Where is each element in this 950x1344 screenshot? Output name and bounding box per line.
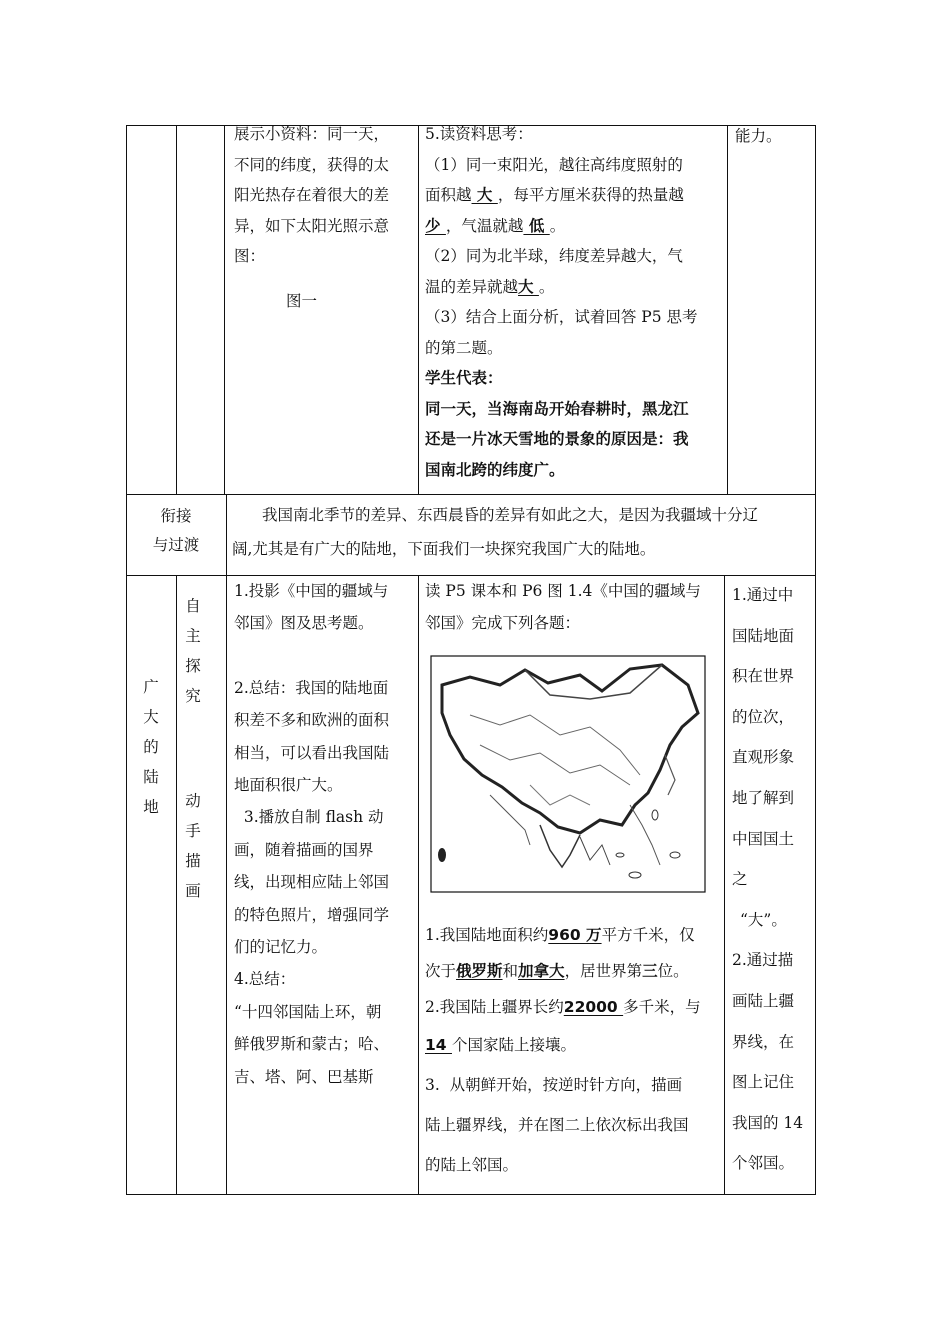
s2-intent-line: 图上记住 [732,1073,795,1092]
figure-1-label: 图一 [286,291,318,310]
transition-text-line: 阔,尤其是有广大的陆地，下面我们一块探究我国广大的陆地。 [232,540,656,558]
s2-intent-line: 的位次， [732,707,795,726]
s2-col3-line: 1.投影《中国的疆域与 [234,582,389,600]
table-bottom-border [126,1194,816,1195]
col-divider-4 [727,125,728,495]
s2-col3-line: 地面积很广大。 [234,776,343,795]
vchar: 陆 [143,768,159,786]
s1-q1-line-a: （1）同一束阳光，越往高纬度照射的 [425,155,683,174]
col-divider-3 [418,125,419,495]
vchar: 探 [185,657,201,675]
s2-intent-line: 1.通过中 [732,586,794,604]
student-rep-line: 国南北跨的纬度广。 [425,460,565,479]
col-divider-2a [224,125,225,495]
s2-col3-line: 4.总结： [234,970,296,989]
s1-col3-line: 异，如下太阳光照示意 [234,216,390,235]
s2-col3-line: 2.总结：我国的陆地面 [234,678,389,697]
s1-intent [735,121,813,152]
vchar: 画 [185,882,201,900]
china-map-image [430,655,706,893]
col-divider-2b [226,494,227,1195]
s2-col3-line: 邻国》图及思考题。 [234,614,374,633]
col-divider-3b [418,575,419,1195]
s2-intent-line: 2.通过描 [732,951,794,970]
student-rep-label: 学生代表： [425,369,503,387]
transition-text [232,495,812,569]
col-divider-1 [176,125,177,495]
answer-canada: 加拿大 [518,962,565,980]
s2-intent [732,575,810,1184]
s2-col3-line: 相当，可以看出我国陆 [234,743,390,762]
s1-q3-line-a: （3）结合上面分析，试着回答 P5 思考 [425,308,698,326]
task-line: 3. 从朝鲜开始，按逆时针方向，描画 [425,1076,683,1094]
s2-intent-line: 地了解到 [732,788,795,807]
answer-larger: 大 [518,277,539,296]
answer-line-rank: 次于俄罗斯和加拿大，居世界第三位。 [425,962,689,980]
transition-label-line: 衔接 [160,507,192,525]
s1-col3-line: 阳光热存在着很大的差 [234,186,390,204]
task-line: 的陆上邻国。 [425,1156,519,1174]
s2-col3-line: “十四邻国陆上环，朝 [234,1002,382,1021]
answer-border-length: 22000 [563,998,624,1016]
s2-col3-line: 们的记忆力。 [234,938,328,957]
col-divider-1b [176,575,177,1195]
vchar: 手 [185,822,201,840]
s2-intent-line: 国陆地面 [732,626,795,645]
s2-answers [425,915,723,1185]
s2-intent-line: 我国的 14 [732,1113,804,1132]
s2-col3-line: 鲜俄罗斯和蒙古；哈、 [234,1035,390,1054]
answer-line-area: 1.我国陆地面积约960 万平方千米，仅 [425,926,695,944]
s2-col3-line: 画，随着描画的国界 [234,840,374,859]
table-right-border [815,125,816,1195]
s1-intent-text: 能力。 [735,127,782,145]
answer-line-neighbors: 14 个国家陆上接壤。 [425,1036,576,1054]
answer-less: 少 [425,216,446,235]
transition-text-line: 我国南北季节的差异、东西晨昏的差异有如此之大，是因为我疆域十分辽 [262,506,759,524]
transition-label [127,502,225,560]
student-rep-line: 同一天，当海南岛开始春耕时，黑龙江 [425,399,689,418]
vchar: 动 [185,792,201,810]
vchar: 究 [185,687,201,705]
answer-area: 960 万 [548,926,602,944]
s2-col3-line: 的特色照片，增强同学 [234,905,390,924]
col-divider-4b [724,575,725,1195]
s1-q1-line-c: 少 ，气温就越 低 。 [425,216,566,235]
s2-intent-line: 直观形象 [732,748,795,767]
s1-col3-line: 不同的纬度，获得的太 [234,155,390,174]
vchar: 主 [185,627,201,645]
s2-intent-line: 之 [732,870,748,889]
s2-intent-line: “大”。 [740,910,787,929]
table-left-border [126,125,127,1195]
s2-intent-line: 中国国土 [732,829,795,848]
transition-label-line: 与过渡 [152,536,200,554]
vchar: 大 [143,708,159,726]
s2-col3-line: 积差不多和欧洲的面积 [234,711,390,730]
s2-teacher-activity [234,575,414,1093]
s2-col3-line [234,640,414,672]
s1-teacher-activity [234,119,416,316]
vchar: 自 [185,597,201,615]
section-title-vertical [141,672,161,822]
s2-student-activity [425,575,723,639]
s1-student-activity [425,119,723,485]
s2-intent-line: 画陆上疆 [732,991,795,1010]
vchar: 描 [185,852,201,870]
s2-col3-line: 3.播放自制 flash 动 [234,808,384,827]
task-line: 陆上疆界线，并在图二上依次标出我国 [425,1116,689,1134]
s1-col3-line: 展示小资料：同一天， [234,125,390,143]
answer-large: 大 [471,186,498,204]
answer-line-border: 2.我国陆上疆界长约22000 多千米，与 [425,998,701,1016]
s2-intent-line: 界线，在 [732,1032,795,1051]
s2-col3-line: 线，出现相应陆上邻国 [234,873,390,892]
student-rep-line: 还是一片冰天雪地的景象的原因是：我 [425,430,689,448]
s1-title: 5.读资料思考： [425,125,533,143]
s2-col3-line: 吉、塔、阿、巴基斯 [234,1067,374,1086]
answer-low: 低 [523,216,550,235]
s2-intent-line: 积在世界 [732,667,795,686]
s2-intro-line: 读 P5 课本和 P6 图 1.4《中国的疆域与 [425,582,701,600]
s1-q3-line-b: 的第二题。 [425,338,503,357]
s2-intro-line: 邻国》完成下列各题： [425,614,581,632]
answer-neighbor-count: 14 [425,1036,452,1054]
s1-col3-line: 图： [234,247,266,265]
s2-intent-line: 个邻国。 [732,1154,795,1173]
vchar: 地 [143,798,159,816]
china-outline-map-icon [430,655,706,893]
s1-q2-line-a: （2）同为北半球，纬度差异越大，气 [425,247,683,265]
method-label-hands-on [183,786,203,906]
answer-third: 三 [642,962,658,980]
method-label-self-explore [183,591,203,711]
vchar: 的 [143,738,159,756]
s1-q1-line-b: 面积越 大 ，每平方厘米获得的热量越 [425,186,684,204]
answer-russia: 俄罗斯 [456,962,503,980]
s1-q2-line-b: 温的差异就越大 。 [425,277,555,296]
vchar: 广 [143,678,159,696]
